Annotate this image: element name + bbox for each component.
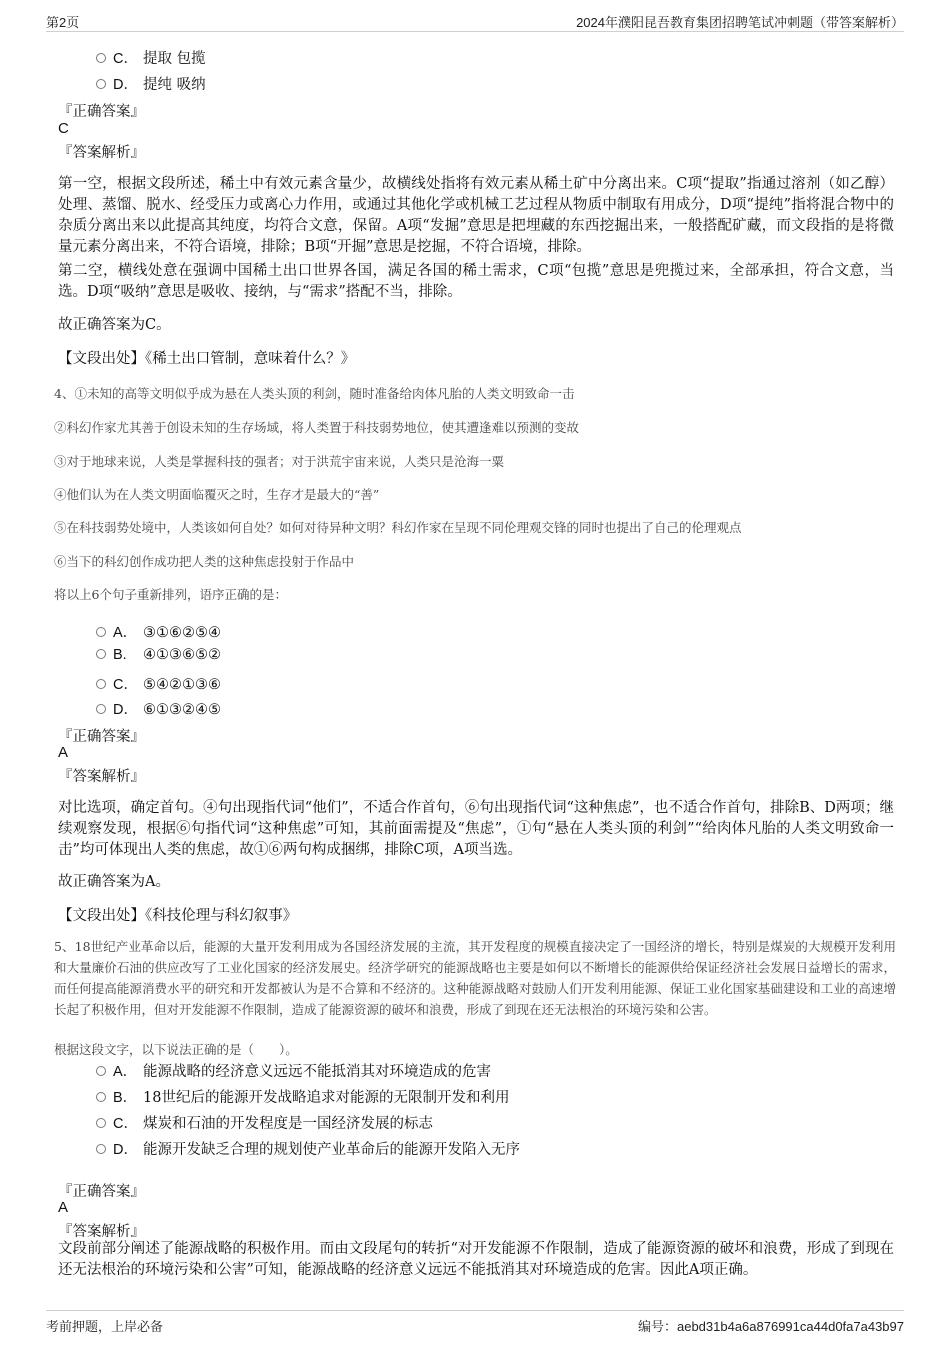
q5-analysis-para1: 文段前部分阐述了能源战略的积极作用。而由文段尾句的转折“对开发能源不作限制，造成了能源资源的破坏和浪费，形成了到现在还无法根治的环境污染和公害”可知，能源战略的经济意义远远不能抵消其对环境造成的危害。因此A项正确。 — [58, 1241, 894, 1278]
q3-answer: C — [58, 120, 69, 137]
q4-analysis-label: 『答案解析』 — [58, 769, 145, 785]
document-id: 编号：aebd31b4a6a876991ca44d0fa7a43b97 — [637, 1319, 904, 1334]
q3-source: 【文段出处】《稀土出口管制，意味着什么？》 — [58, 351, 356, 367]
q3-option-d[interactable]: D． 提纯 吸纳 — [96, 73, 206, 94]
q4-sentence-1: 4、①未知的高等文明似乎成为悬在人类头顶的利剑，随时准备给肉体凡胎的人类文明致命一击 — [54, 386, 575, 401]
q5-analysis-label: 『答案解析』 — [58, 1224, 145, 1240]
q4-conclusion: 故正确答案为A。 — [58, 874, 170, 890]
q4-option-b[interactable]: B. ④①③⑥⑤② — [96, 647, 221, 663]
footer-slogan: 考前押题，上岸必备 — [46, 1319, 164, 1334]
radio-icon[interactable] — [96, 79, 106, 89]
q3-answer-label: 『正确答案』 — [58, 104, 145, 120]
q5-answer: A — [58, 1199, 69, 1216]
q4-question: 将以上6个句子重新排列，语序正确的是： — [54, 587, 287, 602]
q5-option-d[interactable]: D． 能源开发缺乏合理的规划使产业革命后的能源开发陷入无序 — [96, 1138, 520, 1159]
q4-analysis-para1: 对比选项，确定首句。④句出现指代词“他们”，不适合作首句，⑥句出现指代词“这种焦虑”，也不适合作首句，排除B、D两项；继续观察发现，根据⑥句指代词“这种焦虑”可知，其前面需提及“焦虑”，①句“悬在人类头顶的利剑”“给肉体凡胎的人类文明致命一击”均可体现出人类的焦虑，故①⑥两句构成捆绑，排除C项，A项当选。 — [58, 800, 894, 858]
q5-option-b[interactable]: B． 18世纪后的能源开发战略追求对能源的无限制开发和利用 — [96, 1086, 509, 1107]
radio-icon[interactable] — [96, 53, 106, 63]
radio-icon[interactable] — [96, 679, 106, 689]
radio-icon[interactable] — [96, 1092, 106, 1102]
q5-option-c[interactable]: C． 煤炭和石油的开发程度是一国经济发展的标志 — [96, 1112, 433, 1133]
radio-icon[interactable] — [96, 1144, 106, 1154]
page-number: 第2页 — [46, 15, 80, 30]
q4-source: 【文段出处】《科技伦理与科幻叙事》 — [58, 908, 298, 924]
q4-option-c[interactable]: C． ⑤④②①③⑥ — [96, 673, 221, 694]
q3-analysis-para1: 第一空，根据文段所述，稀土中有效元素含量少，故横线处指将有效元素从稀土矿中分离出来。C项“提取”指通过溶剂（如乙醇）处理、蒸馏、脱水、经受压力或离心力作用，或通过其他化学或机械工艺过程从物质中制取有用成分，D项“提纯”指将混合物中的杂质分离出来以此提高其纯度，均符合文意，保留。A项“发掘”意思是把埋藏的东西挖掘出来，一般搭配矿藏，而文段指的是将微量元素分离出来，不符合语境，排除；B项“开掘”意思是挖掘，不符合语境，排除。 — [58, 176, 894, 255]
q4-option-d[interactable]: D． ⑥①③②④⑤ — [96, 698, 221, 719]
q3-conclusion: 故正确答案为C。 — [58, 317, 171, 333]
q5-stem: 5、18世纪产业革命以后，能源的大量开发利用成为各国经济发展的主流，其开发程度的规模直接决定了一国经济的增长，特别是煤炭的大规模开发利用和大量廉价石油的供应改写了工业化国家的经济发展史。经济学研究的能源战略也主要是如何以不断增长的能源供给保证经济社会发展日益增长的需求，而任何提高能源消费水平的研究和开发都被认为是不合算和不经济的。这种能源战略对鼓励人们开发利用能源、保证工业化国家基础建设和工业的高速增长起了积极作用，但对开发能源不作限制，造成了能源资源的破坏和浪费，形成了到现在还无法根治的环境污染和公害。 — [54, 939, 896, 1017]
q4-answer-label: 『正确答案』 — [58, 729, 145, 745]
radio-icon[interactable] — [96, 627, 106, 637]
q3-option-c[interactable]: C． 提取 包揽 — [96, 47, 206, 68]
q3-analysis-label: 『答案解析』 — [58, 145, 145, 161]
radio-icon[interactable] — [96, 704, 106, 714]
q3-analysis-para2: 第二空，横线处意在强调中国稀土出口世界各国，满足各国的稀土需求，C项“包揽”意思是兜揽过来，全部承担，符合文意，当选。D项“吸纳”意思是吸收、接纳，与“需求”搭配不当，排除。 — [58, 263, 894, 300]
q5-answer-label: 『正确答案』 — [58, 1184, 145, 1200]
page-footer — [46, 1310, 904, 1336]
document-title: 2024年濮阳昆吾教育集团招聘笔试冲刺题（带答案解析） — [576, 15, 904, 30]
radio-icon[interactable] — [96, 1066, 106, 1076]
q4-sentence-5: ⑤在科技弱势处境中，人类该如何自处？如何对待异种文明？科幻作家在呈现不同伦理观交锋的同时也提出了自己的伦理观点 — [54, 520, 742, 535]
radio-icon[interactable] — [96, 1118, 106, 1128]
q5-question: 根据这段文字，以下说法正确的是（ ）。 — [54, 1042, 298, 1057]
q4-sentence-3: ③对于地球来说，人类是掌握科技的强者；对于洪荒宇宙来说，人类只是沧海一粟 — [54, 454, 505, 469]
radio-icon[interactable] — [96, 649, 106, 659]
q4-option-a[interactable]: A． ③①⑥②⑤④ — [96, 621, 221, 642]
q4-answer: A — [58, 744, 69, 761]
q4-sentence-6: ⑥当下的科幻创作成功把人类的这种焦虑投射于作品中 — [54, 554, 355, 569]
q5-option-a[interactable]: A． 能源战略的经济意义远远不能抵消其对环境造成的危害 — [96, 1060, 491, 1081]
page-header — [46, 10, 904, 32]
q4-sentence-2: ②科幻作家尤其善于创设未知的生存场域，将人类置于科技弱势地位，使其遭逢难以预测的变故 — [54, 420, 580, 435]
q4-sentence-4: ④他们认为在人类文明面临覆灭之时，生存才是最大的“善” — [54, 487, 380, 502]
